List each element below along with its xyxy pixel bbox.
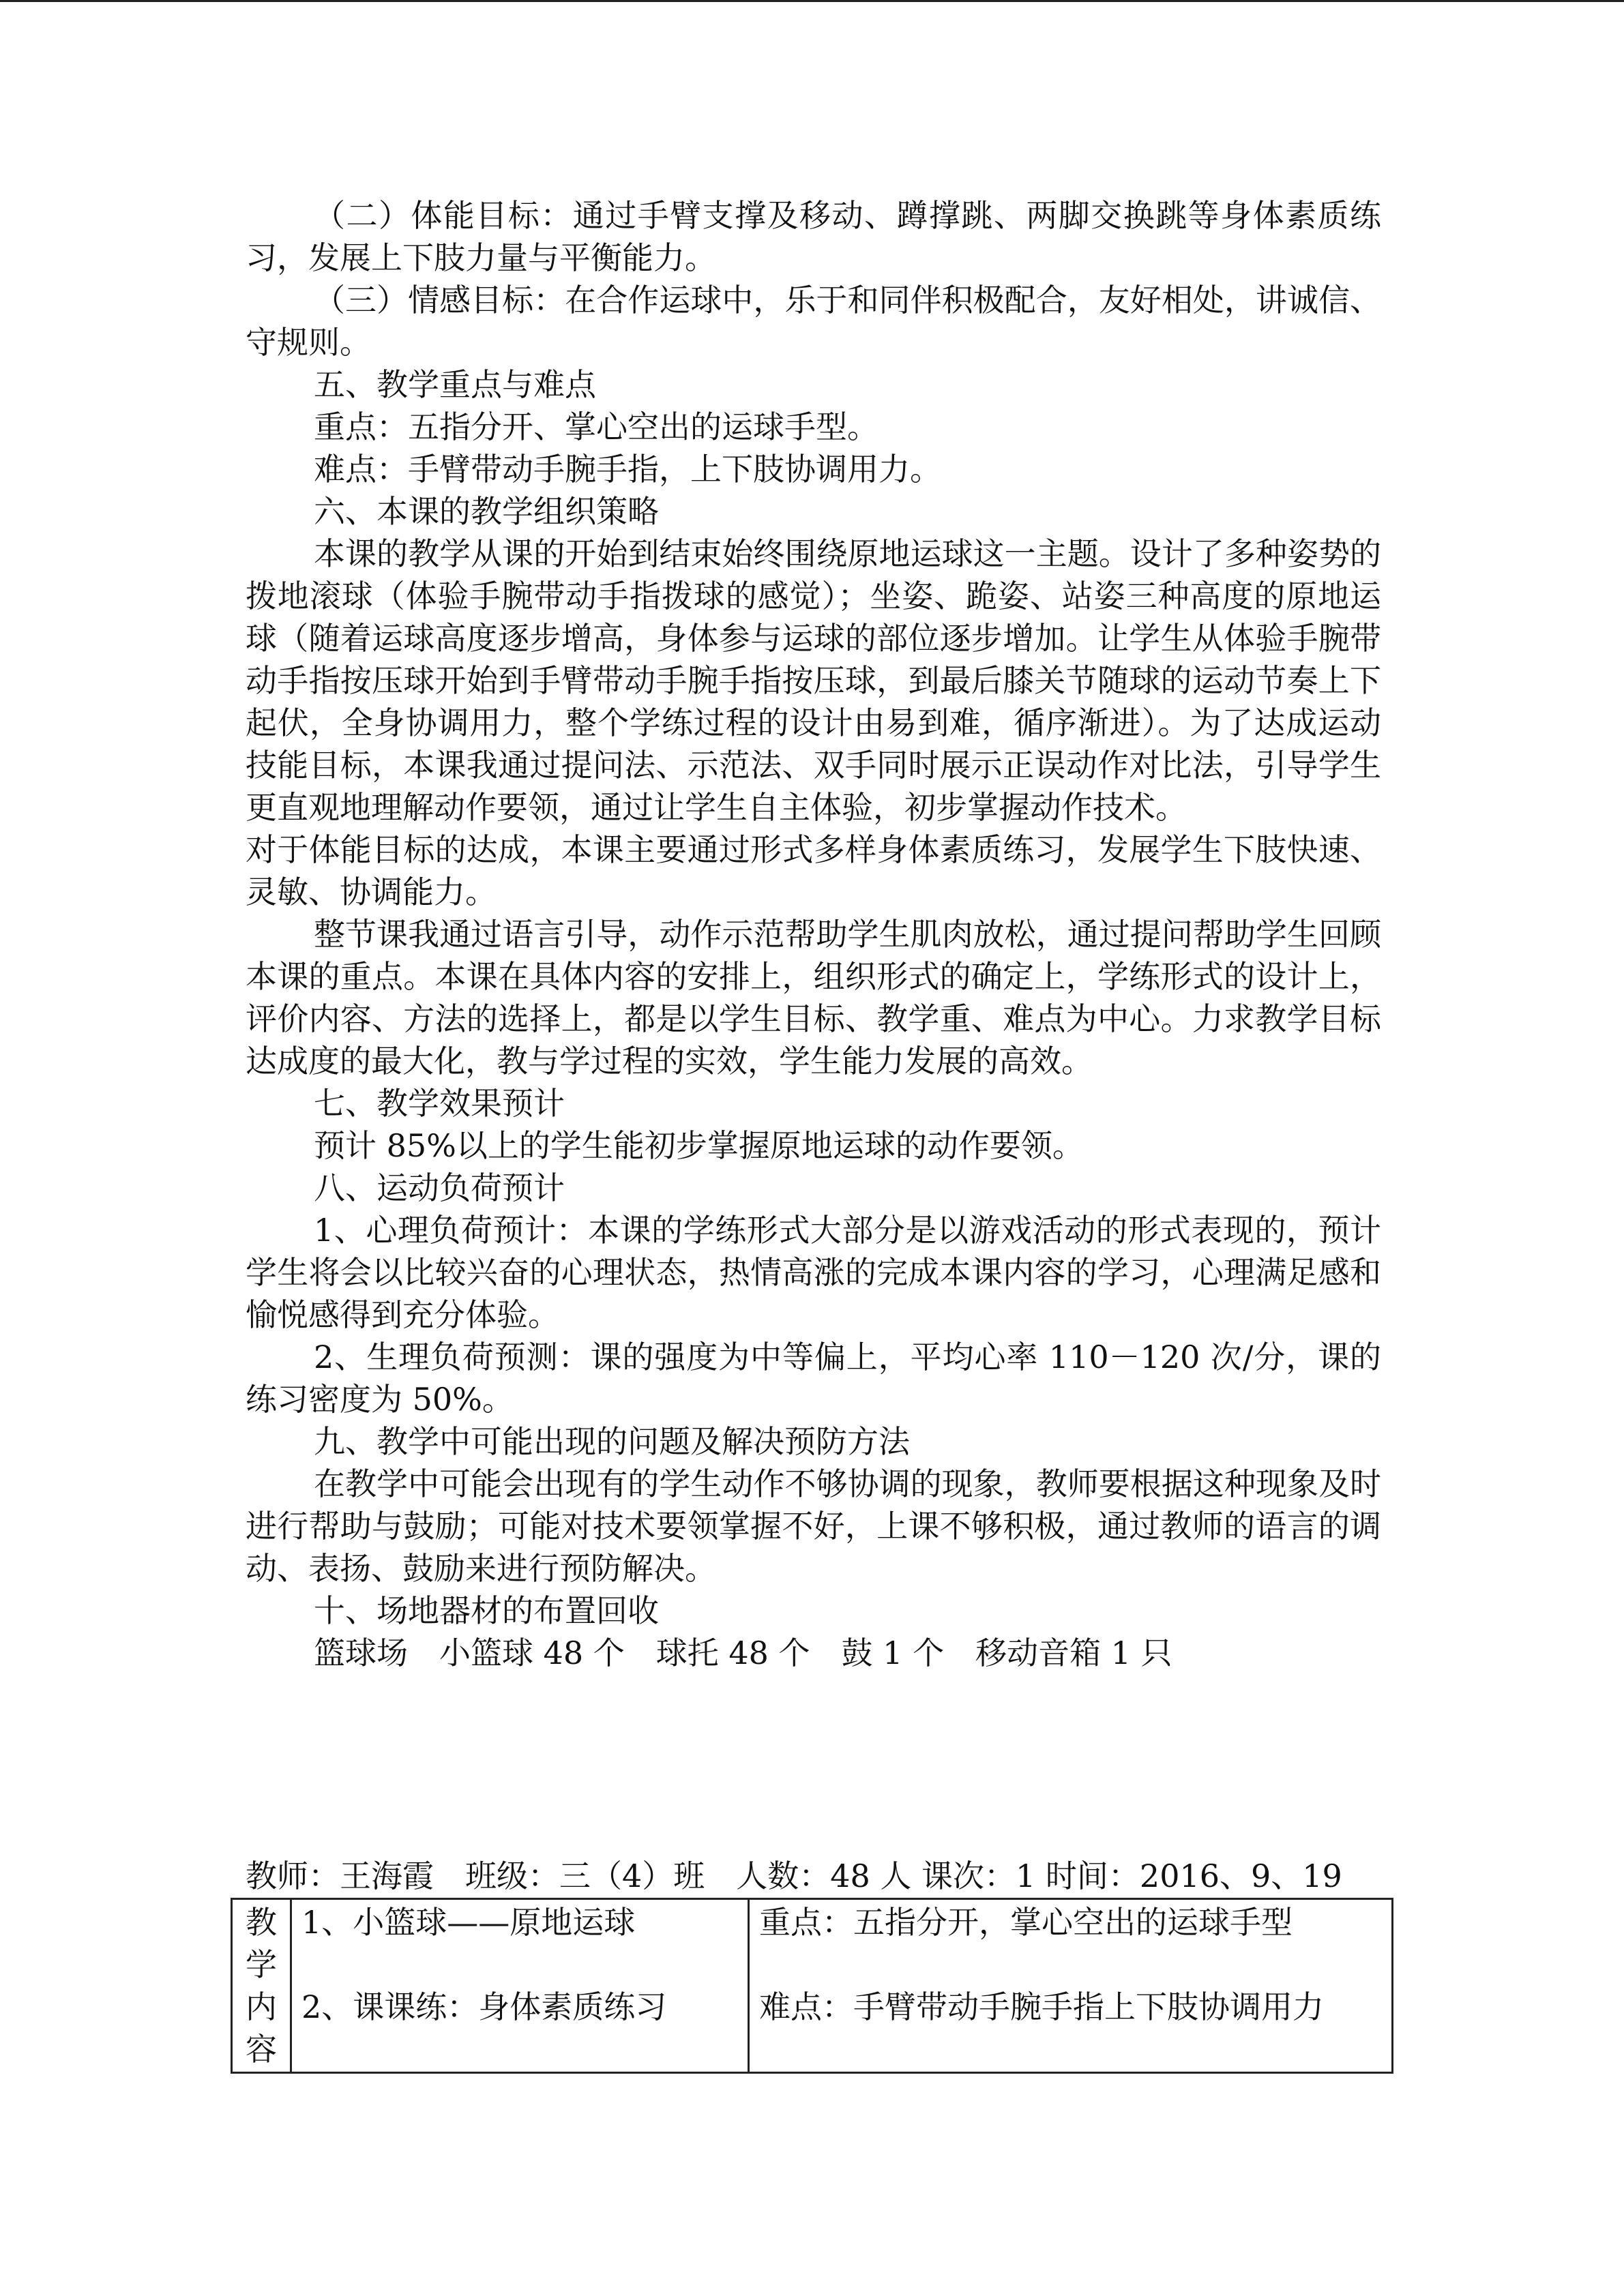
document-body — [246, 194, 1381, 1674]
paragraph-key-point: 重点：五指分开、掌心空出的运球手型。 — [314, 408, 879, 445]
paragraph-whole-lesson: 整节课我通过语言引导，动作示范帮助学生肌肉放松，通过提问帮助学生回顾本课的重点。本课在具体内容的安排上，组织形式的确定上，学练形式的设计上，评价内容、方法的选择上，都是以学生目标、教学重、难点为中心。力求教学目标达成度的最大化，教与学过程的实效，学生能力发展的高效。 — [246, 916, 1381, 1079]
paragraph-strategy: 本课的教学从课的开始到结束始终围绕原地运球这一主题。设计了多种姿势的拨地滚球（体验手腕带动手指拨球的感觉）；坐姿、跪姿、站姿三种高度的原地运球（随着运球高度逐步增高，身体参与运球的部位逐步增加。让学生从体验手腕带动手指按压球开始到手臂带动手腕手指按压球，到最后膝关节随球的运动节奏上下起伏，全身协调用力，整个学练过程的设计由易到难，循序渐进）。为了达成运动技能目标，本课我通过提问法、示范法、双手同时展示正误动作对比法，引导学生更直观地理解动作要领，通过让学生自主体验，初步掌握动作技术。 — [246, 535, 1381, 826]
paragraph-physiological-load: 2、生理负荷预测：课的强度为中等偏上，平均心率 110－120 次/分，课的练习密度为 50%。 — [246, 1339, 1381, 1418]
difficulty-text: 难点：手臂带动手腕手指上下肢协调用力 — [759, 1988, 1324, 2025]
lesson-content-table — [231, 1898, 1393, 2074]
heading-expected-effect: 七、教学效果预计 — [314, 1085, 565, 1122]
heading-key-difficult-points: 五、教学重点与难点 — [314, 366, 596, 403]
label-char: 容 — [246, 2031, 277, 2068]
table-row — [232, 1899, 1393, 2073]
content-items-cell — [291, 1899, 749, 2073]
heading-possible-problems: 九、教学中可能出现的问题及解决预防方法 — [314, 1423, 910, 1460]
paragraph-emotional-goal: （三）情感目标：在合作运球中，乐于和同伴积极配合，友好相处，讲诚信、守规则。 — [246, 282, 1381, 361]
paragraph-difficult-point: 难点：手臂带动手腕手指，上下肢协调用力。 — [314, 451, 941, 488]
label-char: 内 — [246, 1988, 277, 2025]
label-char: 学 — [246, 1946, 277, 1983]
content-item: 2、课课练：身体素质练习 — [301, 1988, 667, 2025]
paragraph-equipment: 篮球场 小篮球 48 个 球托 48 个 鼓 1 个 移动音箱 1 只 — [314, 1635, 1172, 1671]
heading-exercise-load: 八、运动负荷预计 — [314, 1169, 565, 1206]
heading-equipment: 十、场地器材的布置回收 — [314, 1592, 659, 1629]
teaching-content-label — [232, 1899, 291, 2073]
lesson-info-line: 教师：王海霞 班级：三（4）班 人数：48 人 课次：1 时间：2016、9、19 — [246, 1858, 1342, 1894]
label-char: 教 — [246, 1904, 277, 1941]
paragraph-fitness-achievement: 对于体能目标的达成，本课主要通过形式多样身体素质练习，发展学生下肢快速、灵敏、协调能力。 — [246, 831, 1381, 910]
paragraph-possible-problems: 在教学中可能会出现有的学生动作不够协调的现象，教师要根据这种现象及时进行帮助与鼓励；可能对技术要领掌握不好，上课不够积极，通过教师的语言的调动、表扬、鼓励来进行预防解决。 — [246, 1465, 1381, 1587]
key-difficult-cell — [749, 1899, 1393, 2073]
paragraph-psychological-load: 1、心理负荷预计：本课的学练形式大部分是以游戏活动的形式表现的，预计学生将会以比较兴奋的心理状态，热情高涨的完成本课内容的学习，心理满足感和愉悦感得到充分体验。 — [246, 1212, 1381, 1333]
paragraph-expected-effect: 预计 85%以上的学生能初步掌握原地运球的动作要领。 — [314, 1127, 1084, 1164]
content-item: 1、小篮球——原地运球 — [301, 1904, 636, 1941]
page-top-border — [0, 0, 1624, 2]
paragraph-fitness-goal: （二）体能目标：通过手臂支撑及移动、蹲撑跳、两脚交换跳等身体素质练习，发展上下肢力量与平衡能力。 — [246, 197, 1381, 276]
heading-organization-strategy: 六、本课的教学组织策略 — [314, 493, 659, 530]
key-point-text: 重点：五指分开，掌心空出的运球手型 — [759, 1904, 1293, 1941]
